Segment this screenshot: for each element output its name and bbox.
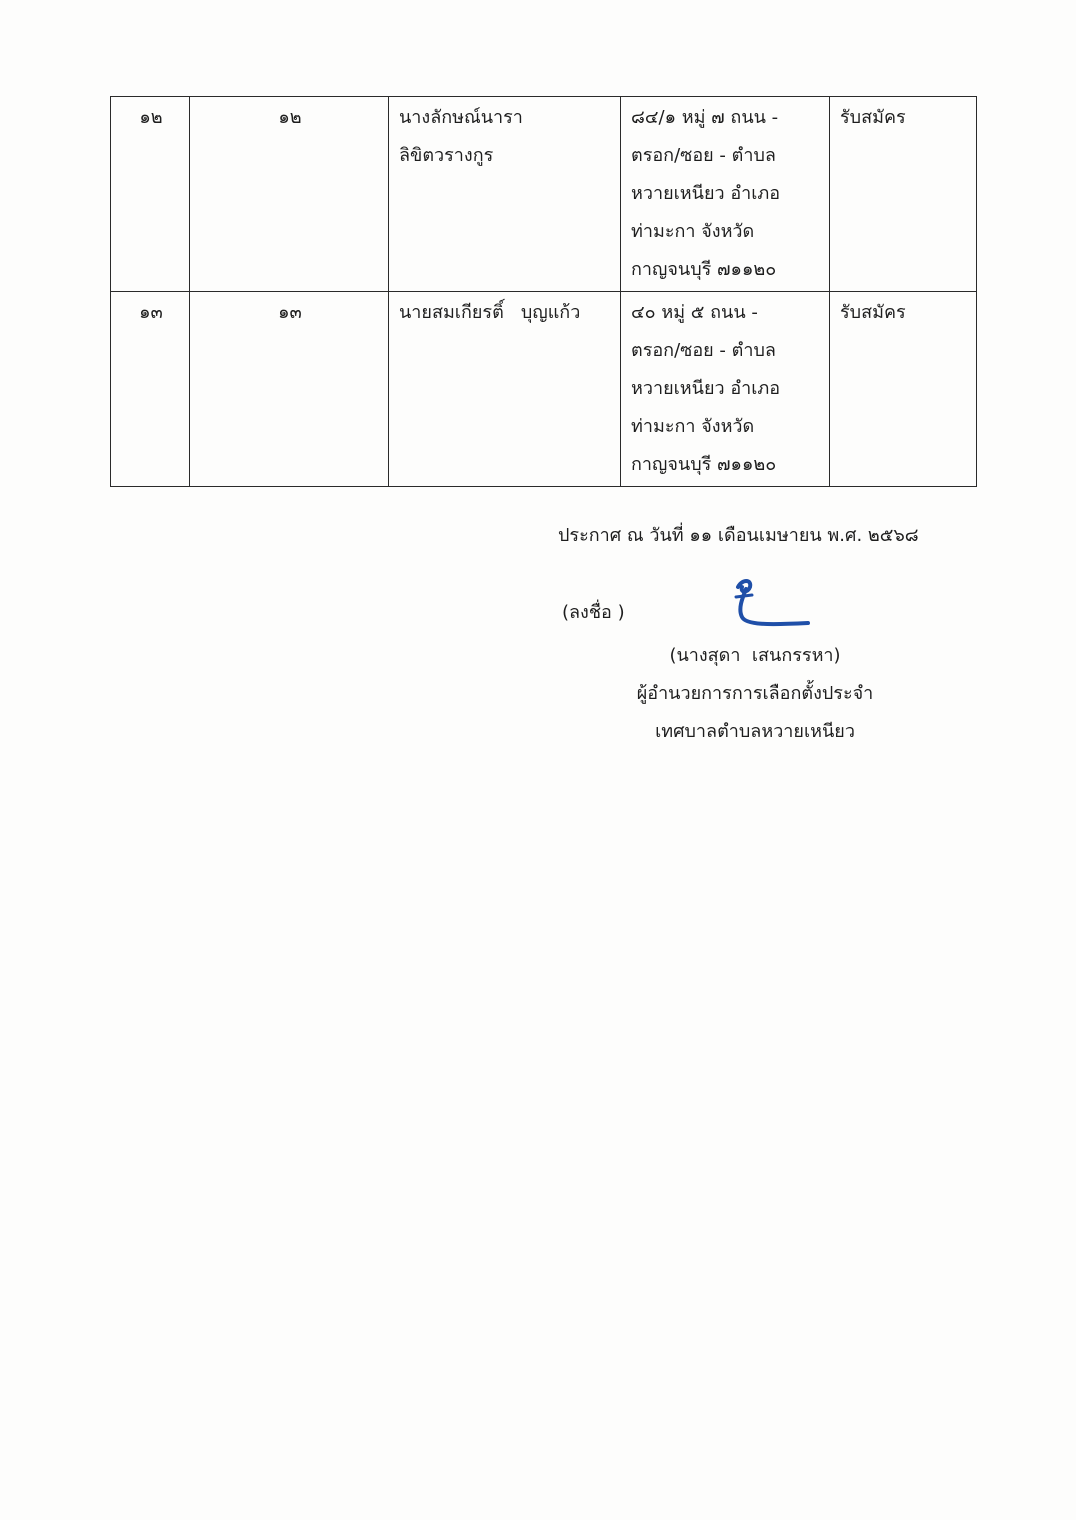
signer-title: ผู้อำนวยการการเลือกตั้งประจำ (636, 683, 874, 704)
candidate-name-cell (389, 292, 621, 487)
address-cell (621, 97, 830, 292)
candidate-table (110, 96, 977, 487)
address-line: หวายเหนียว อำเภอ (631, 183, 781, 204)
signer-block (630, 637, 880, 751)
table-row (111, 292, 977, 487)
signer-organization: เทศบาลตำบลหวายเหนียว (655, 721, 855, 742)
name-line: ลิขิตวรางกูร (399, 145, 494, 166)
name-line: นางลักษณ์นารา (399, 107, 523, 128)
address-cell (621, 292, 830, 487)
address-line: ๘๔/๑ หมู่ ๗ ถนน - (631, 107, 779, 128)
candidate-name-cell (389, 97, 621, 292)
signer-name: (นางสุดา เสนกรรหา) (669, 645, 841, 666)
address-line: ๔๐ หมู่ ๕ ถนน - (631, 302, 758, 323)
candidate-number-cell: ๑๓ (190, 292, 389, 487)
seq-cell: ๑๓ (111, 292, 190, 487)
address-line: กาญจนบุรี ๗๑๑๒๐ (631, 259, 777, 280)
candidate-number-cell: ๑๒ (190, 97, 389, 292)
table-row (111, 97, 977, 292)
seq-cell: ๑๒ (111, 97, 190, 292)
address-line: หวายเหนียว อำเภอ (631, 378, 781, 399)
address-line: ท่ามะกา จังหวัด (631, 416, 755, 437)
announcement-date: ประกาศ ณ วันที่ ๑๑ เดือนเมษายน พ.ศ. ๒๕๖๘ (558, 525, 919, 546)
address-line: ท่ามะกา จังหวัด (631, 221, 755, 242)
status-cell: รับสมัคร (830, 97, 977, 292)
address-line: ตรอก/ซอย - ตำบล (631, 145, 776, 166)
address-line: ตรอก/ซอย - ตำบล (631, 340, 776, 361)
name-line: นายสมเกียรติ์ บุญแก้ว (399, 302, 581, 323)
sign-label: (ลงชื่อ ) (562, 602, 625, 623)
status-cell: รับสมัคร (830, 292, 977, 487)
address-line: กาญจนบุรี ๗๑๑๒๐ (631, 454, 777, 475)
handwritten-signature (728, 575, 818, 635)
